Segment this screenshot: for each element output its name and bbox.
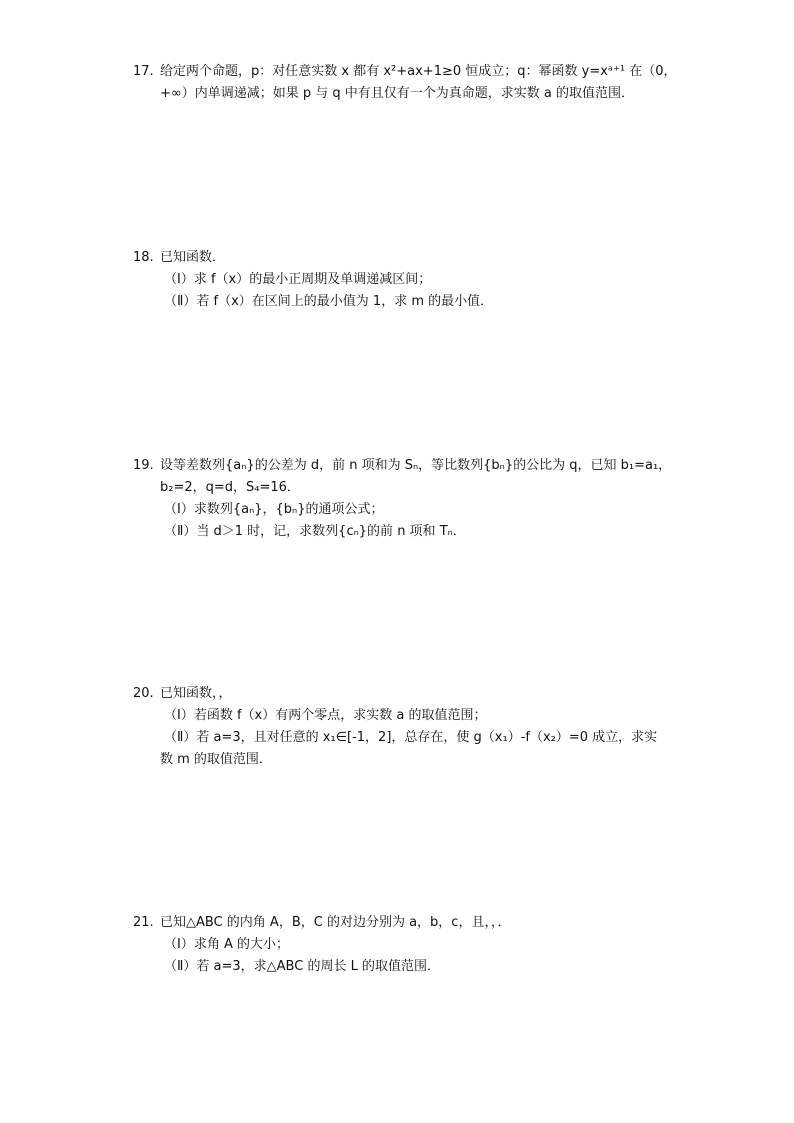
- problem-text-line: 已知△ABC 的内角 A，B，C 的对边分别为 a，b，c，且，，．: [160, 915, 511, 930]
- problem-text-line: b₂=2，q=d，S₄=16．: [160, 480, 300, 495]
- problem-part-2: （Ⅱ）若 a=3，求△ABC 的周长 L 的取值范围．: [164, 959, 440, 974]
- problem-part-2: （Ⅱ）当 d＞1 时，记，求数列{cₙ}的前 n 项和 Tₙ．: [164, 524, 466, 539]
- problem-part-1: （Ⅰ）求角 A 的大小；: [164, 937, 289, 952]
- problem-text-line: +∞）内单调递减；如果 p 与 q 中有且仅有一个为真命题，求实数 a 的取值范围．: [160, 86, 634, 101]
- problem-part-1: （Ⅰ）求数列{aₙ}，{bₙ}的通项公式；: [164, 502, 384, 517]
- problem-19: [133, 455, 673, 543]
- problem-number: 21.: [133, 915, 154, 930]
- problem-number: 18.: [133, 250, 154, 265]
- problem-text-line: 设等差数列{aₙ}的公差为 d，前 n 项和为 Sₙ，等比数列{bₙ}的公比为 q，已知 b₁=a₁，: [160, 458, 672, 473]
- problem-number: 17.: [133, 64, 154, 79]
- problem-17: [133, 61, 677, 105]
- problem-part-2: （Ⅱ）若 f（x）在区间上的最小值为 1，求 m 的最小值．: [164, 294, 494, 309]
- problem-number: 19.: [133, 458, 154, 473]
- problem-part-2: （Ⅱ）若 a=3，且对任意的 x₁∈[-1，2]，总存在，使 g（x₁）-f（x₂）=0 成立，求实: [164, 730, 658, 745]
- problem-18: [133, 247, 673, 313]
- problem-text-line: 已知函数．: [160, 250, 226, 265]
- problem-21: [133, 912, 673, 978]
- problem-number: 20.: [133, 686, 154, 701]
- problem-text-line: 数 m 的取值范围．: [160, 752, 272, 767]
- problem-text-line: 给定两个命题，p：对任意实数 x 都有 x²+ax+1≥0 恒成立；q：幂函数 y=xᵃ⁺¹ 在（0，: [160, 64, 677, 79]
- problem-text-line: 已知函数，，: [160, 686, 232, 701]
- problem-20: [133, 683, 673, 771]
- problem-part-1: （Ⅰ）若函数 f（x）有两个零点，求实数 a 的取值范围；: [164, 708, 487, 723]
- problem-part-1: （Ⅰ）求 f（x）的最小正周期及单调递减区间；: [164, 272, 432, 287]
